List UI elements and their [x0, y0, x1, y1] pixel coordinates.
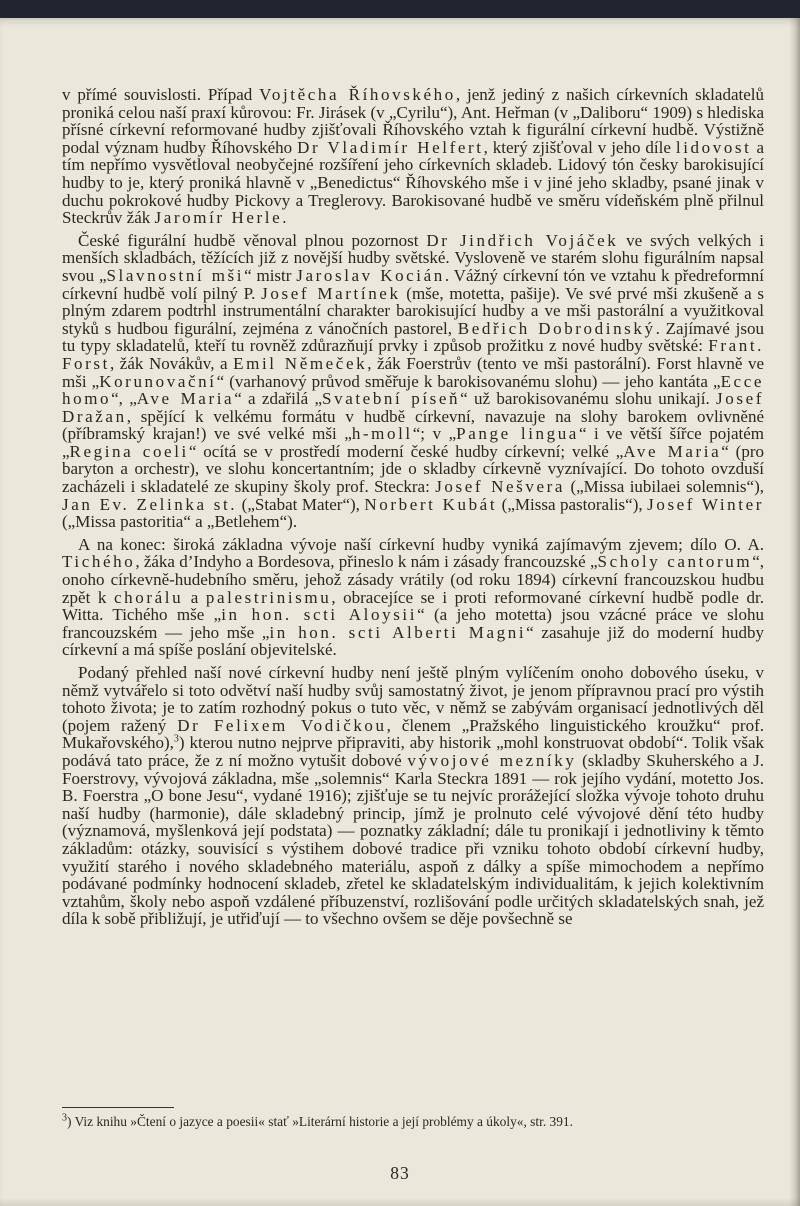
footnote-marker: 3: [62, 1112, 67, 1124]
page: [0, 18, 800, 1206]
body-text: [62, 86, 764, 928]
paragraph-3: A na konec: široká základna vývoje naší církevní hudby vyniká zajímavým zjevem; dílo O. A. Tichého, žáka d’Indyho a Bordesova, přineslo k nám i zásady francouzské „Scholy cantorum“, onoho církevně-hudebního směru, jehož zásady vrátily (od roku 1894) církevní francouzskou hudbu zpět k chorálu a palestrinismu, obracejíce se i proti reformované církevní hudbě podle dr. Witta. Tichého mše „in hon. scti Aloysii“ (a jeho motetta) jsou vzácné práce ve slohu francouzském — jeho mše „in hon. scti Alberti Magni“ zasahuje již do moderní hudby církevní a má spíše poslání objevitelské.: [62, 534, 765, 660]
paragraph-1: v přímé souvislosti. Případ Vojtěcha Říhovského, jenž jediný z našich církevních skladatelů proniká celou naší praxí kůrovou: Fr. Jirásek (v „Cyrilu“), Ant. Heřman (v „Daliboru“ 1909) s hlediska přísné církevní reformované hudby zjišťovali Říhovského vztah k figurální církevní hudbě. Výstižně podal význam hudby Říhovského Dr Vladimír Helfert, který zjišťoval v jeho díle lidovost a tím nepřímo vysvětloval neobyčejné rozšíření jeho církevních skladeb. Lidový tón česky barokisující hudby to je, který proniká hlavně v „Benedictus“ Říhovského mše i v jiné jeho skladby, psané jinak v duchu pokrokové hudby Pickovy a Treglerovy. Barokisované hudbě ve směru vídeňském plně přilnul Steckrův žák Jaromír Herle.: [62, 85, 764, 228]
page-edge-shadow-bottom: [0, 1198, 800, 1206]
footnote-text: ) Viz knihu »Čtení o jazyce a poesii« stať »Literární historie a její problémy a úkoly«, str. 391.: [67, 1114, 573, 1129]
page-edge-shadow-right: [789, 18, 800, 1206]
page-number: 83: [390, 1163, 410, 1183]
footnote-divider: [62, 1107, 174, 1108]
footnote: [62, 1114, 764, 1130]
paragraph-2: České figurální hudbě věnoval plnou pozornost Dr Jindřich Vojáček ve svých velkých i menších skladbách, těžících již z novější hudby světské. Vysloveně ve starém slohu figurálním napsal svou „Slavnostní mši“ mistr Jaroslav Kocián. Vážný církevní tón ve vztahu k předreformní církevní hudbě volí pilný P. Josef Martínek (mše, motetta, pašije). Ve své prvé mši zkušeně a s plným zdarem podtrhl instrumentální charakter barokisující hudby a ve mši pastorální a využitkoval styků s hudbou figurální, zejména z vánočních pastorel, Bedřich Dobrodinský. Zajímavé jsou tu typy skladatelů, kteří tu rovněž zdůrazňují prvky i způsob prožitku z nové hudby světské: Frant. Forst, žák Novákův, a Emil Němeček, žák Foerstrův (tento ve mši pastorální). Forst hlavně ve mši „Korunovační“ (varhanový průvod směřuje k barokisovanému slohu) — jeho kantáta „Ecce homo“, „Ave Maria“ a zdařilá „Svatební píseň“ už barokisovanému slohu unikají. Josef Dražan, spějící k velkému formátu v hudbě církevní, navazuje na slohy barokem ovlivněné (příbramský krajan!) ve své velké mši „h-moll“; v „Pange lingua“ i ve větší šířce pojatém „Regina coeli“ ocítá se v prostředí moderní české hudby církevní; velké „Ave Maria“ (pro baryton a orchestr), ve slohu koncertantním; jde o skladby církevně vyznívající. Do tohoto ovzduší zacházeli i skladatelé ze skupiny školy prof. Steckra: Josef Nešvera („Missa iubilaei solemnis“), Jan Ev. Zelinka st. („Stabat Mater“), Norbert Kubát („Missa pastoralis“), Josef Winter („Missa pastoritia“ a „Betlehem“).: [62, 230, 765, 532]
paragraph-4: Podaný přehled naší nové církevní hudby není ještě plným vylíčením onoho dobového úseku, v němž vytvářelo si toto odvětví naší hudby svůj samostatný život, je jenom přípravnou prací pro výstih tohoto života; je to zatím rozhodný pokus o tuto věc, v němž se zabývám organisací jednotlivých děl (pojem ražený Dr Felixem Vodičkou, členem „Pražského linguistického kroužku“ prof. Mukařovského),$^3$) kterou nutno nejprve připraviti, aby historik „mohl konstruovat období“. Tolik však podává tato práce, že z ní možno vytušit dobové vývojové mezníky (skladby Skuherského a J. Foerstrovy, vývojová základna, mše „solemnis“ Karla Steckra 1891 — rok jejího vydání, motetto Jos. B. Foerstra „O bone Jesu“, vydané 1916); zjišťuje se tu nejvíc prorážející složka vývoje tohoto druhu naší hudby (harmonie), dále skladebný princip, jímž je prolnuto celé vývojové dění této hudby (významová, myšlenková její podstata) — poznatky základní; dále tu pronikají i jednotliviny k těmto základům: otázky, souvisící s výstihem dobové tradice při vzniku tohoto období církevní hudby, využití starého i nového skladebného materiálu, aspoň z dálky a spíše mimochodem a nepřímo podávané podmínky hodnocení skladeb, zřetel ke skladatelským individualitám, k jejich kolektivním vztahům, školy nebo aspoň vzdálené příbuzenství, rozlišování podle určitých skladatelských snah, jež díla k sobě přibližují, je utřiďují — to všechno ovšem se děje povšechně se: [62, 663, 765, 929]
